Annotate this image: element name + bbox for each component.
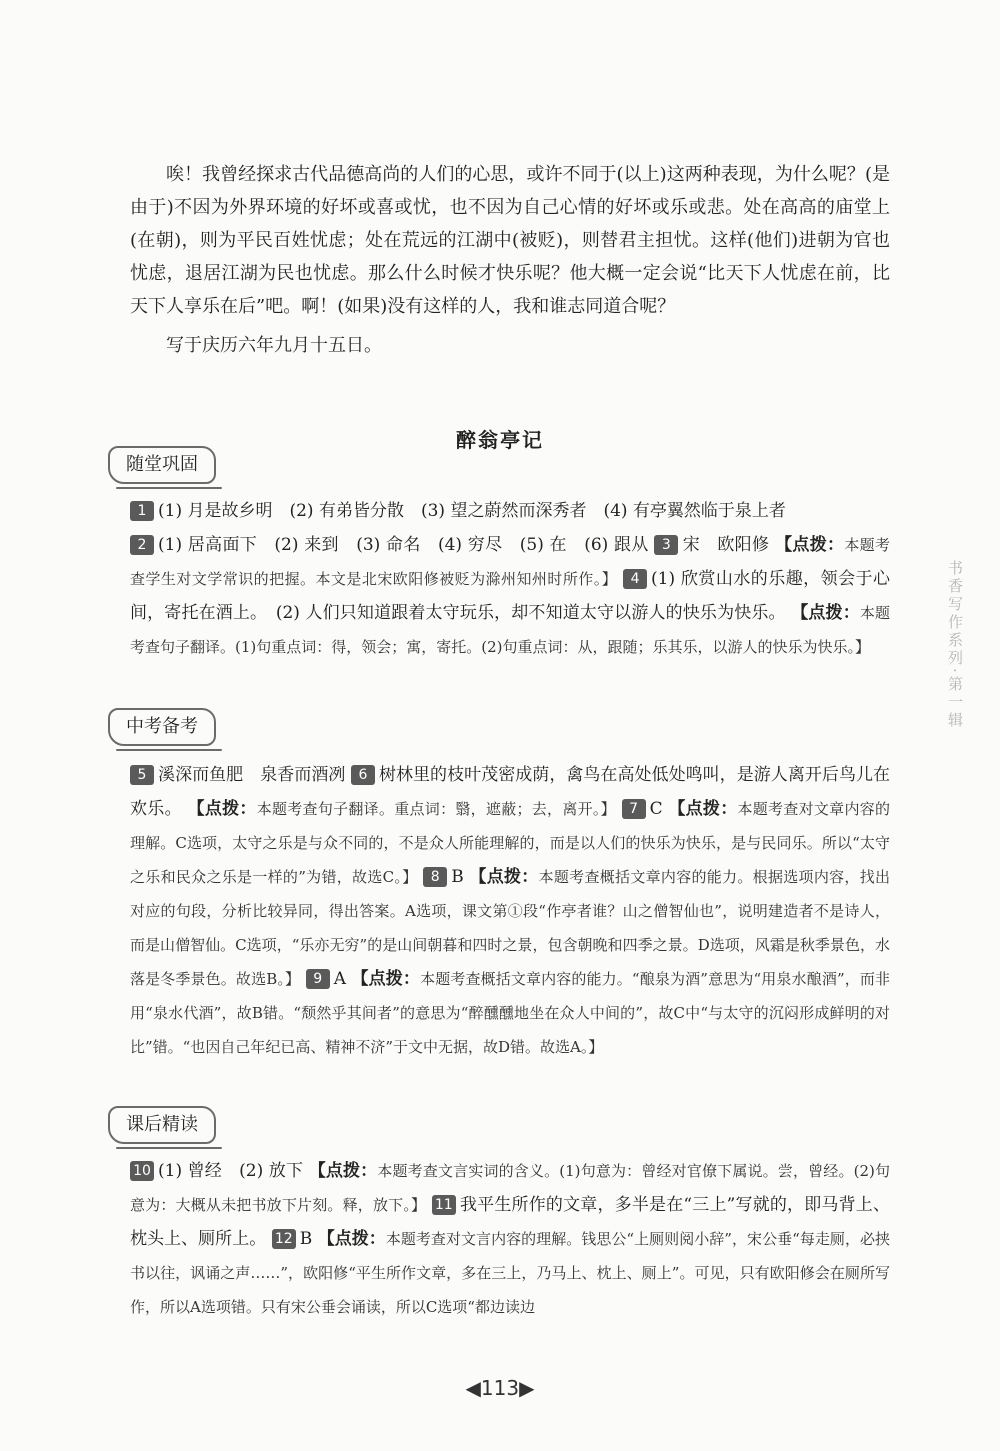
answer: (1) 月是故乡明 (2) 有弟皆分散 (3) 望之蔚然而深秀者 (4) 有亭翼然临于泉上者 <box>158 501 786 521</box>
q-number: 1 <box>130 501 154 521</box>
q-number: 11 <box>432 1195 456 1215</box>
answer: 树林里的枝叶茂密成荫，禽鸟在高处低处鸣叫，是游人离开后鸟儿在欢乐。 <box>130 765 891 819</box>
q-number: 5 <box>130 765 154 785</box>
q-number: 2 <box>130 535 154 555</box>
intro-paragraph: 唉！我曾经探求古代品德高尚的人们的心思，或许不同于(以上)这两种表现，为什么呢？(是由于)不因为外界环境的好坏或喜或忧，也不因为自己心情的好坏或乐或悲。处在高高的庙堂上(在朝)，则为平民百姓忧虑；处在荒远的江湖中(被贬)，则替君主担忧。这样(他们)进朝为官也忧虑，退居江湖为民也忧虑。那么什么时候才快乐呢？他大概一定会说“比天下人忧虑在前，比天下人享乐在后”吧。啊！(如果)没有这样的人，我和谁志同道合呢？ <box>130 164 890 317</box>
q-number: 7 <box>622 799 646 819</box>
page-number-right-mark: ▶ <box>519 1376 535 1400</box>
section-tag-2: 中考备考 <box>108 708 216 746</box>
q-number: 12 <box>272 1229 296 1249</box>
page-number-left-mark: ◀ <box>465 1376 481 1400</box>
q-number: 8 <box>423 867 447 887</box>
answer: A <box>333 969 346 989</box>
section-2-answers <box>130 758 890 1064</box>
section-3-answers <box>130 1154 890 1324</box>
tip-label: 【点拨： <box>308 1161 378 1181</box>
tip-label: 【点拨： <box>317 1229 386 1249</box>
translation-text <box>130 158 890 362</box>
answer: 宋 欧阳修 <box>682 535 770 555</box>
answer: (1) 曾经 (2) 放下 <box>158 1161 304 1181</box>
answer: 我平生所作的文章，多半是在“三上”写就的，即马背上、枕头上、厕所上。 <box>130 1195 890 1249</box>
tip-label: 【点拨： <box>187 799 257 819</box>
answer: (1) 欣赏山水的乐趣，领会于心间，寄托在酒上。 (2) 人们只知道跟着太守玩乐，却不知道太守以游人的快乐为快乐。 <box>130 569 891 623</box>
answer: B <box>299 1229 313 1249</box>
q-number: 6 <box>351 765 375 785</box>
q-number: 10 <box>130 1161 154 1181</box>
tip-label: 【点拨： <box>775 535 845 555</box>
tip-text: 本题考查概括文章内容的能力。根据选项内容，找出对应的句段，分析比较异同，得出答案。A选项，课文第①段“作亭者谁？山之僧智仙也”，说明建造者不是诗人，而是山僧智仙。C选项，“乐亦无穷”的是山间朝暮和四时之景，包含朝晚和四季之景。D选项，风霜是秋季景色，水落是冬季景色。故选B。】 <box>130 868 891 988</box>
section-tag-1: 随堂巩固 <box>108 446 216 484</box>
page-number <box>0 1376 1000 1400</box>
tip-text: 本题考查句子翻译。重点词：翳，遮蔽；去，离开。】 <box>256 800 616 818</box>
tip-text: 本题考查句子翻译。(1)句重点词：得，领会；寓，寄托。(2)句重点词：从，跟随；乐其乐，以游人的快乐为快乐。】 <box>130 604 891 656</box>
tip-text: 本题考查概括文章内容的能力。“酿泉为酒”意思为“用泉水酿酒”，而非用“泉水代酒”，故B错。“颓然乎其间者”的意思为“醉醺醺地坐在众人中间的”，故C中“与太守的沉闷形成鲜明的对比”错。“也因自己年纪已高、精神不济”于文中无据，故D错。故选A。】 <box>130 970 891 1056</box>
answer: C <box>649 799 663 819</box>
tip-label: 【点拨： <box>791 603 860 623</box>
answer: 溪深而鱼肥 泉香而酒冽 <box>158 765 346 785</box>
q-number: 4 <box>623 569 647 589</box>
side-running-head: 书香写作系列·第一辑 <box>946 560 964 730</box>
tip-text: 本题考查学生对文学常识的把握。本文是北宋欧阳修被贬为滁州知州时所作。】 <box>130 536 891 588</box>
answer: B <box>451 867 464 887</box>
tip-label: 【点拨： <box>469 867 539 887</box>
page-number-value: 113 <box>480 1376 520 1400</box>
tip-text: 本题考查对文章内容的理解。C选项，太守之乐是与众不同的，不是众人所能理解的，而是以人们的快乐为快乐，是与民同乐。所以“太守之乐和民众之乐是一样的”为错，故选C。】 <box>130 800 891 886</box>
intro-date: 写于庆历六年九月十五日。 <box>166 335 382 356</box>
answer: (1) 居高面下 (2) 来到 (3) 命名 (4) 穷尽 (5) 在 (6) 跟从 <box>158 535 649 555</box>
lesson-title: 醉翁亭记 <box>456 428 544 452</box>
tip-label: 【点拨： <box>668 799 738 819</box>
tip-text: 本题考查文言实词的含义。(1)句意为：曾经对官僚下属说。尝，曾经。(2)句意为：大概从未把书放下片刻。释，放下。】 <box>130 1162 891 1214</box>
q-number: 9 <box>306 969 330 989</box>
tip-text: 本题考查对文言内容的理解。钱思公“上厕则阅小辞”，宋公垂“每走厕，必挟书以往，讽诵之声……”，欧阳修“平生所作文章，多在三上，乃马上、枕上、厕上”。可见，只有欧阳修会在厕所写作，所以A选项错。只有宋公垂会诵读，所以C选项“都边读边 <box>130 1230 891 1316</box>
q-number: 3 <box>654 535 678 555</box>
tip-label: 【点拨： <box>351 969 421 989</box>
section-tag-3: 课后精读 <box>108 1106 216 1144</box>
section-1-answers <box>130 494 890 664</box>
